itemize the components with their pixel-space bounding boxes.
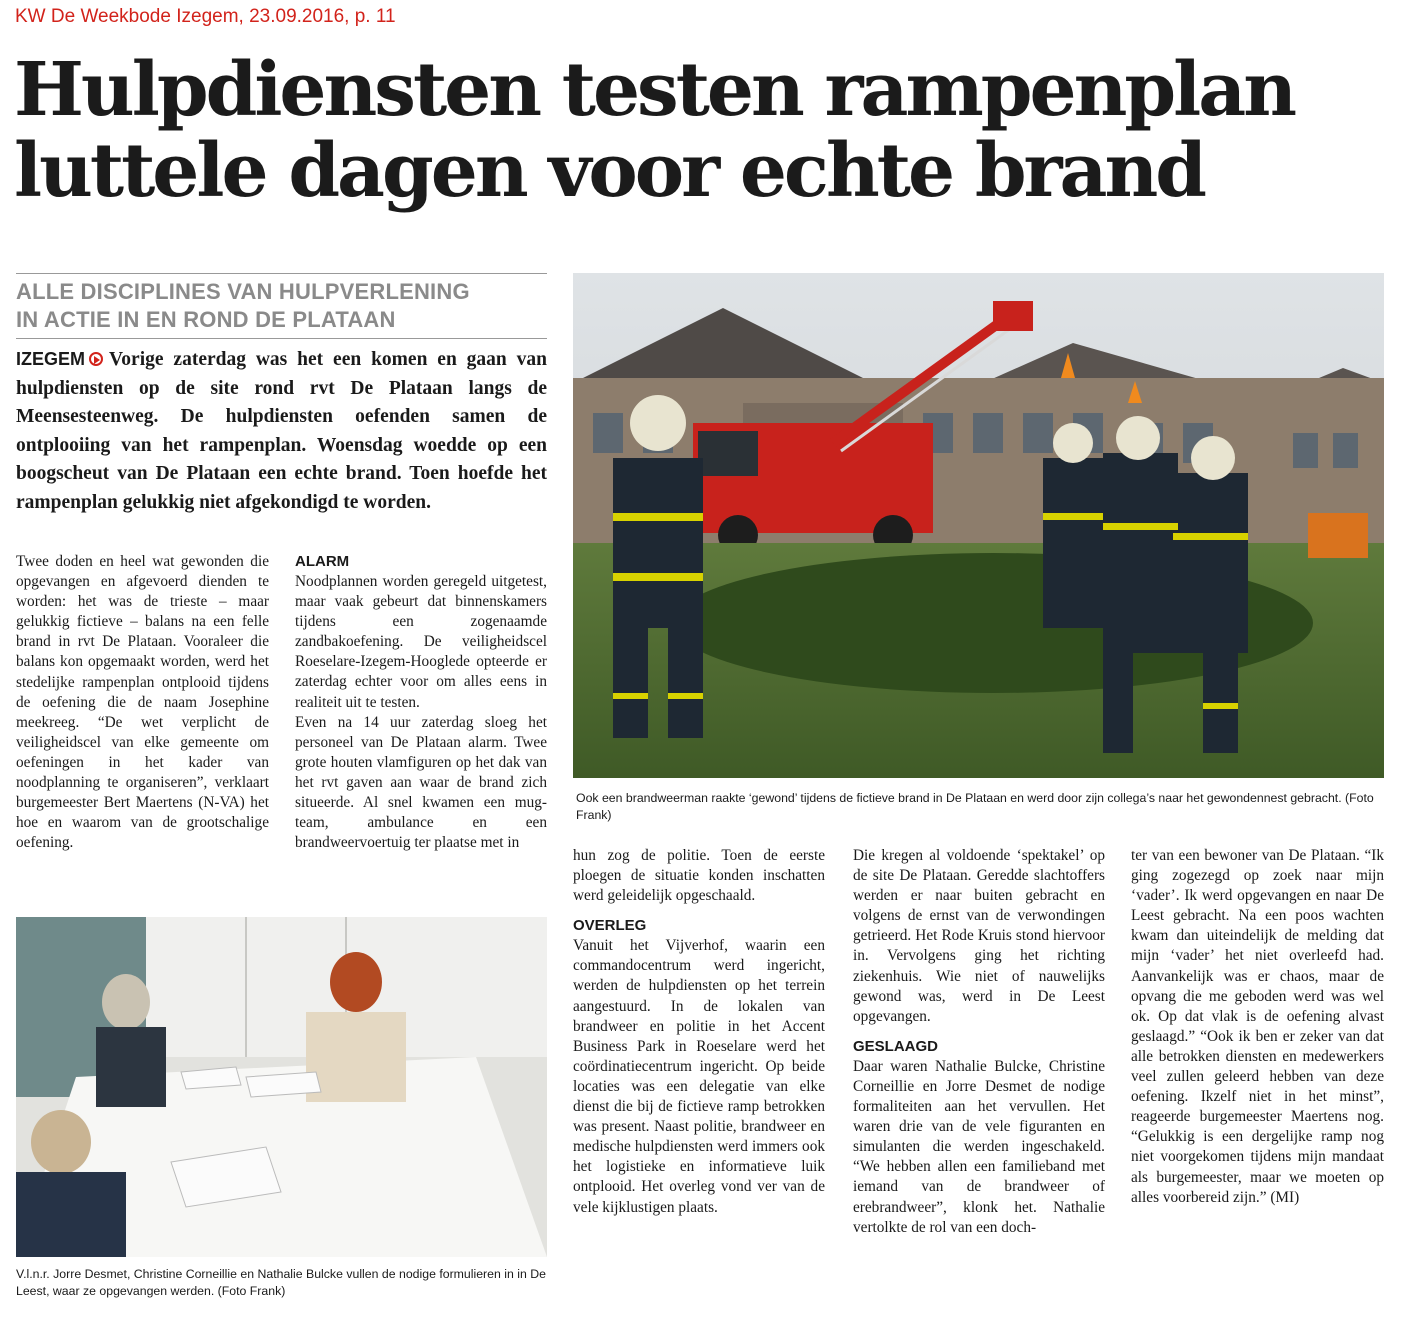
main-photo-caption: Ook een brandweerman raakte ‘gewond’ tijdens de fictieve brand in De Plataan en werd door zijn collega’s naar het gewondennest gebracht. (Foto Frank) — [576, 791, 1374, 822]
body-column-5 — [1131, 846, 1384, 1208]
overleg-paragraph: Vanuit het Vijverhof, waarin een commandocentrum werd ingericht, werden de hulpdiensten op het terrein aangestuurd. In de lokalen van brandweer en politie in het Accent Business Park in Roeselare werd het coördinatiecentrum ingericht. Op beide locaties was een delegatie van elke dienst die bij de fictieve ramp betrokken was present. Naast politie, brandweer en medische hulpdiensten werd immers ook het logistieke en informatieve luik ontplooid. Het overleg vond ver van de vele kijklustigen plaats. — [573, 937, 825, 1216]
headline-line-1: Hulpdiensten testen rampenplan — [14, 47, 1295, 133]
alarm-paragraph-1: Noodplannen worden geregeld uitgetest, maar vaak gebeurt dat binnenskamers tijdens een zogenaamde zandbakoefening. De veiligheidscel Roeselare-Izegem-Hooglede opteerde er zaterdag echter voor om alles eens in realiteit uit te testen. — [295, 573, 547, 711]
col4-top-paragraph: Die kregen al voldoende ‘spektakel’ op de site De Plataan. Geredde slachtoffers werden er naar buiten gebracht en volgens de ernst van de verwondingen getrieerd. Het Rode Kruis stond hiervoor in. Vervolgens ging het richting ziekenhuis. Wie niet of nauwelijks gewond was, werd in De Leest opgevangen. — [853, 847, 1105, 1025]
second-photo-caption: V.l.n.r. Jorre Desmet, Christine Corneillie en Nathalie Bulcke vullen de nodige formulieren in in De Leest, waar ze opgevangen werden. (Foto Frank) — [16, 1267, 546, 1298]
col5-paragraph: ter van een bewoner van De Plataan. “Ik ging zogezegd op zoek naar mijn ‘vader’. Ik werd opgevangen en naar De Leest gebracht. Na een poos wachten kwam dan uiteindelijk de melding dat mijn ‘vader’ het niet overleefd had. Aanvankelijk was er chaos, maar de opvang die me geboden werd was wel ok. Op dat vlak is de oefening alvast geslaagd.” “Ook ik ben er zeker van dat alle betrokken diensten en medewerkers veel zullen geleerd hebben van deze oefening. Ikzelf niet in het minst”, reageerde burgemeester Maertens nog. “Gelukkig is een dergelijke ramp nog niet voorgekomen tijdens mijn mandaat als burgemeester, maar we moeten op alles voorbereid zijn.” (MI) — [1131, 847, 1384, 1206]
kicker-line-1: ALLE DISCIPLINES VAN HULPVERLENING — [16, 279, 470, 304]
body-column-1 — [16, 552, 269, 853]
lead-paragraph — [16, 345, 547, 518]
formalities-photo — [16, 917, 547, 1257]
headline-line-2: luttele dagen voor echte brand — [14, 128, 1205, 214]
headline — [14, 47, 1394, 214]
dateline-place: IZEGEM — [16, 349, 86, 369]
col3-top-paragraph: hun zog de politie. Toen de eerste ploegen de situatie konden inschatten werd geleidelijk opgeschaald. — [573, 847, 825, 905]
source-line: KW De Weekbode Izegem, 23.09.2016, p. 11 — [15, 6, 396, 27]
body-column-3 — [573, 846, 825, 1218]
body-column-4 — [853, 846, 1105, 1238]
subhead-geslaagd: GESLAAGD — [853, 1037, 939, 1055]
kicker-line-2: IN ACTIE IN EN ROND DE PLATAAN — [16, 307, 396, 332]
play-arrow-icon — [89, 352, 103, 366]
body-column-2 — [295, 552, 547, 853]
fire-drill-photo — [573, 273, 1384, 778]
lead-text: Vorige zaterdag was het een komen en gaan van hulpdiensten op de site rond rvt De Plataan langs de Meensesteenweg. De hulpdiensten oefenden samen de ontplooiing van het rampenplan. Woensdag woedde op een boogscheut van De Plataan een echte brand. Toen hoefde het rampenplan gelukkig niet afgekondigd te worden. — [16, 349, 547, 513]
subhead-alarm: ALARM — [295, 553, 350, 570]
alarm-paragraph-2: Even na 14 uur zaterdag sloeg het personeel van De Plataan alarm. Twee grote houten vlamfiguren op het dak van het rvt gaven aan waar de brand zich situeerde. Al snel kwamen een mug-team, ambulance en een brandweervoertuig ter plaatse met in — [295, 713, 547, 852]
kicker — [16, 273, 547, 339]
intro-paragraph: Twee doden en heel wat gewonden die opgevangen en afgevoerd dienden te worden: het was de trieste – maar gelukkig fictieve – balans na een felle brand in rvt De Plataan. Vooraleer die balans kon opgemaakt worden, werd het stedelijke rampenplan ontplooid tijdens de oefening die de naam Josephine meekreeg. “De wet verplicht de veiligheidscel van elke gemeente om oefeningen in het kader van noodplanning te organiseren”, verklaart burgemeester Bert Maertens (N-VA) het hoe en waarom van de grootschalige oefening. — [16, 553, 269, 852]
subhead-overleg: OVERLEG — [573, 917, 647, 935]
geslaagd-paragraph: Daar waren Nathalie Bulcke, Christine Corneillie en Jorre Desmet de nodige formaliteiten aan het vervullen. Het waren drie van de vele figuranten en simulanten die werden ingeschakeld. “We hebben allen een familieband met iemand van de brandweer of erebrandweer”, klonk het. Nathalie vertolkte de rol van een doch- — [853, 1057, 1105, 1236]
